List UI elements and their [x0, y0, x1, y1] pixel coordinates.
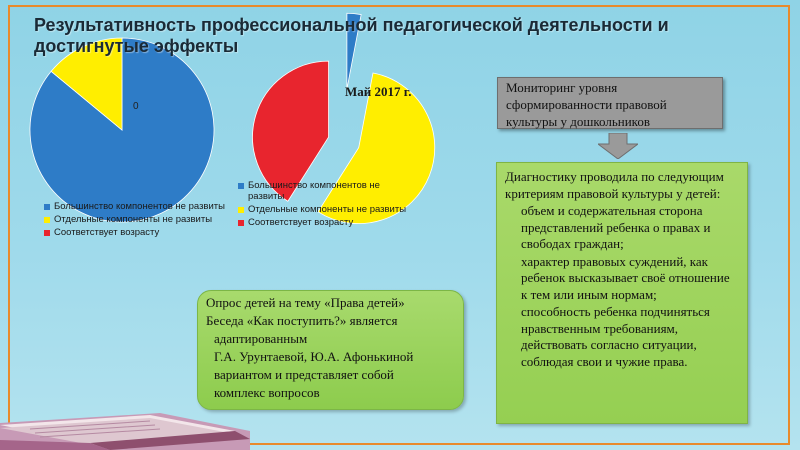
- book-image: [0, 395, 250, 450]
- legend-chart-2: [238, 180, 408, 230]
- pie-chart-before: [30, 38, 214, 222]
- list-item: [505, 254, 739, 304]
- legend-item-some: [238, 204, 408, 215]
- diagnostics-box: [496, 162, 748, 424]
- legend-swatch-red: [44, 230, 50, 236]
- survey-box: [197, 290, 464, 410]
- list-item: [505, 304, 739, 370]
- survey-item: Опрос детей на тему «Права детей»: [206, 295, 405, 310]
- criterion-text: характер правовых суждений, как ребенок высказывает своё отношение к тем или иным нормам;: [521, 253, 730, 302]
- chart-title-may-2017: Май 2017 г.: [345, 84, 412, 99]
- slide-title: Результативность профессиональной педагогической деятельности и достигнутые эффекты: [34, 15, 669, 56]
- legend-label: Большинство компонентов не развиты: [54, 201, 225, 212]
- diagnostics-intro: Диагностику проводила по следующим критериям правовой культуры у детей:: [505, 169, 724, 201]
- survey-item: Беседа «Как поступить?» является: [206, 313, 398, 328]
- criteria-list: [505, 203, 739, 370]
- legend-item-majority: [238, 180, 408, 202]
- legend-label: Соответствует возрасту: [248, 217, 354, 228]
- legend-chart-1: [44, 201, 229, 240]
- down-arrow-icon: [598, 133, 638, 159]
- legend-item-majority: [44, 201, 229, 212]
- legend-label: Отдельные компоненты не развиты: [248, 204, 407, 215]
- legend-swatch-blue: [238, 183, 244, 189]
- criterion-text: объем и содержательная сторона представлений ребенка о правах и свободах граждан;: [521, 203, 711, 251]
- survey-continuation: адаптированным: [214, 331, 308, 346]
- criterion-text: способность ребенка подчиняться нравственным требованиям, действовать согласно ситуации, соблюдая свои и чужие права.: [521, 304, 710, 369]
- legend-label: Отдельные компоненты не развиты: [54, 214, 213, 225]
- survey-continuation: вариантом и представляет собой: [214, 367, 394, 382]
- legend-swatch-blue: [44, 204, 50, 210]
- legend-item-some: [44, 214, 229, 225]
- list-item: [505, 203, 739, 253]
- legend-swatch-yellow: [44, 217, 50, 223]
- legend-swatch-yellow: [238, 207, 244, 213]
- pie-data-label: 0: [133, 101, 139, 112]
- monitoring-box: Мониторинг уровня сформированности правовой культуры у дошкольников: [497, 77, 723, 129]
- legend-label: Большинство компонентов не развиты: [248, 180, 380, 202]
- survey-continuation: Г.А. Урунтаевой, Ю.А. Афонькиной: [214, 349, 414, 364]
- legend-item-age: [44, 227, 229, 238]
- survey-continuation: комплекс вопросов: [214, 385, 320, 400]
- legend-swatch-red: [238, 220, 244, 226]
- legend-item-age: [238, 217, 408, 228]
- legend-label: Соответствует возрасту: [54, 227, 160, 238]
